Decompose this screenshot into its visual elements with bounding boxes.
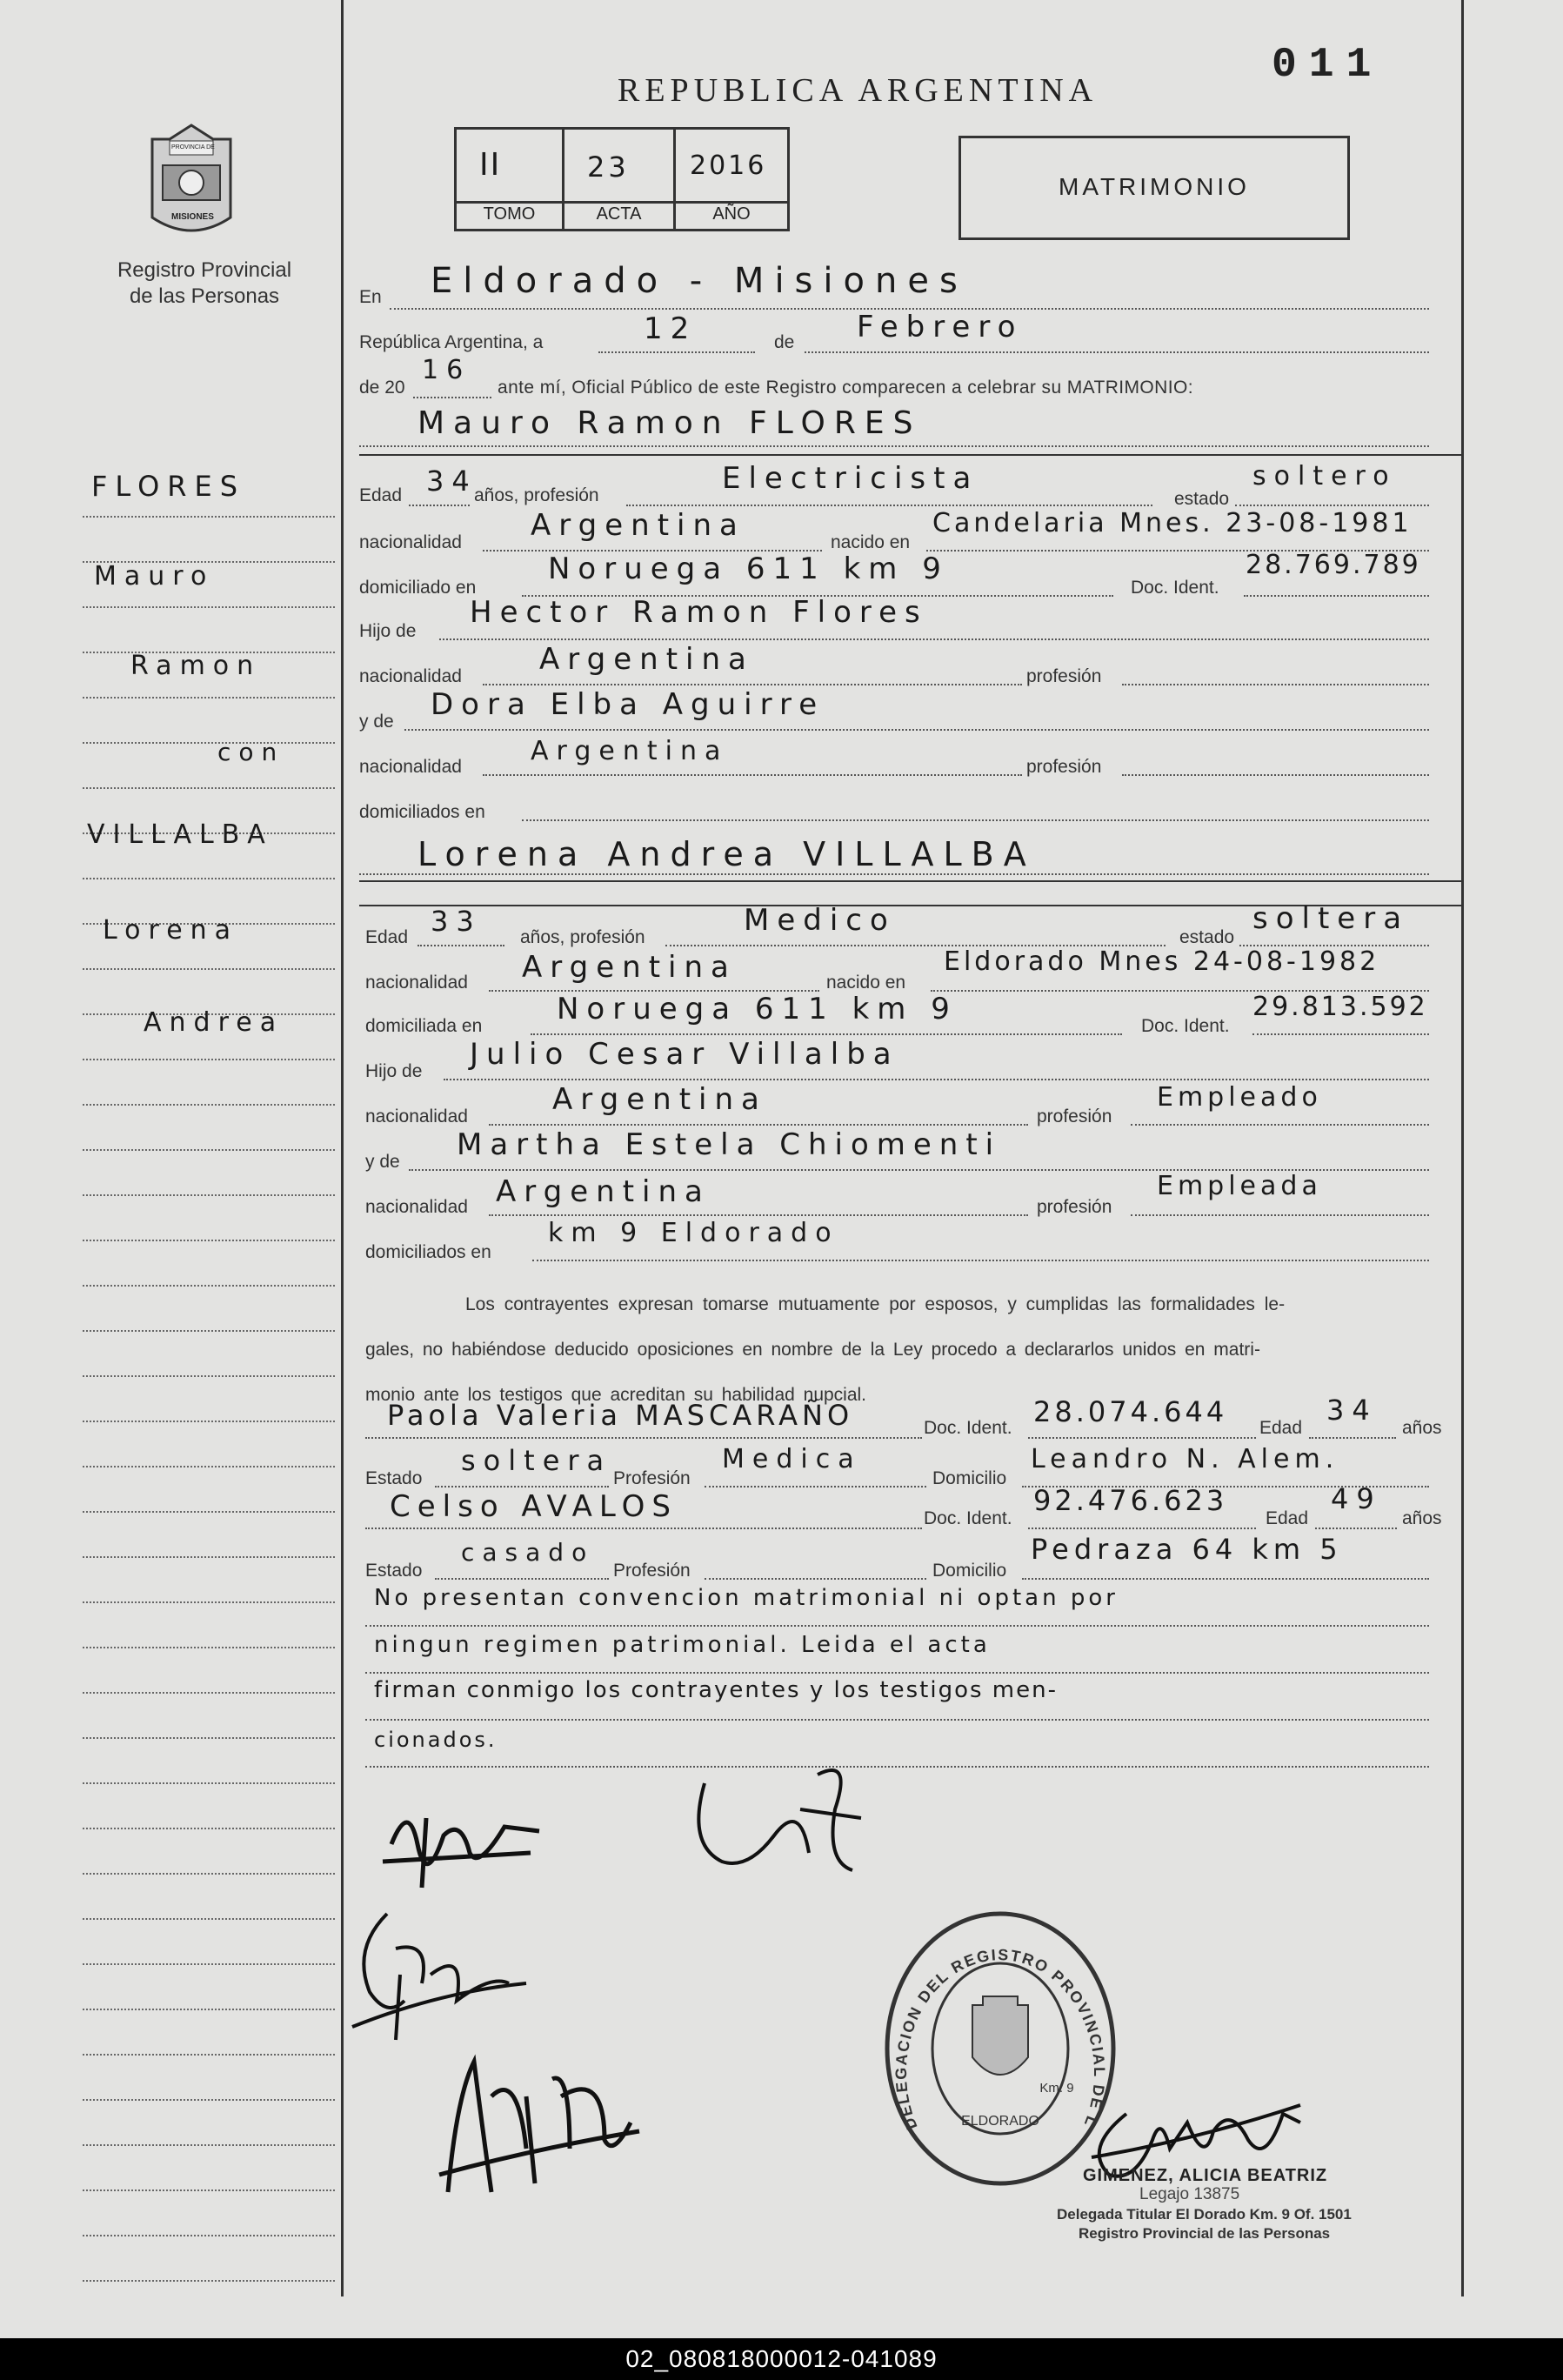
bride-mother: Martha Estela Chiomenti bbox=[457, 1127, 1002, 1162]
groom-full-name: Mauro Ramon FLORES bbox=[417, 405, 922, 441]
bride-mother-profession: Empleada bbox=[1157, 1171, 1322, 1201]
witness2-doc-number: 92.476.623 bbox=[1033, 1484, 1228, 1517]
groom-estado-label: estado bbox=[1174, 489, 1230, 509]
officer-title: Delegada Titular El Dorado Km. 9 Of. 1501 bbox=[1057, 2206, 1352, 2223]
emblem-text-top: PROVINCIA DE bbox=[171, 144, 215, 150]
margin-name-2: Mauro bbox=[94, 561, 215, 592]
witness2-edad-label: Edad bbox=[1266, 1508, 1309, 1528]
signature-contrayente-2 bbox=[678, 1757, 878, 1888]
declaration-text bbox=[365, 1282, 1444, 1418]
groom-father-nationality: Argentina bbox=[539, 642, 754, 677]
record-type: MATRIMONIO bbox=[1059, 173, 1250, 200]
day: 12 bbox=[644, 311, 698, 346]
officer-legajo: Legajo 13875 bbox=[1139, 2185, 1240, 2203]
witness1-doc-label: Doc. Ident. bbox=[924, 1418, 1012, 1438]
bride-domiciliada-label: domiciliada en bbox=[365, 1016, 483, 1036]
bride-nacionalidad-label: nacionalidad bbox=[365, 973, 468, 993]
witness1-profesion-label: Profesión bbox=[613, 1468, 691, 1488]
bride-civil-status: soltera bbox=[1252, 901, 1410, 936]
notes-line-3: firman conmigo los contrayentes y los testigos men- bbox=[374, 1677, 1058, 1703]
margin-name-7: Andrea bbox=[144, 1007, 284, 1038]
witness2-anos-label: años bbox=[1402, 1508, 1442, 1528]
groom-mother-nat-label: nacionalidad bbox=[359, 757, 462, 777]
bride-doc-label: Doc. Ident. bbox=[1141, 1016, 1230, 1036]
anio-label: AÑO bbox=[712, 204, 751, 224]
stamp-inner-line1: ELDORADO bbox=[961, 2114, 1039, 2129]
groom-birth: Candelaria Mnes. 23-08-1981 bbox=[932, 508, 1413, 538]
margin-name-4: con bbox=[217, 738, 285, 766]
groom-father: Hector Ramon Flores bbox=[470, 595, 928, 630]
witness1-doc-number: 28.074.644 bbox=[1033, 1395, 1228, 1428]
witness2-address: Pedraza 64 km 5 bbox=[1031, 1533, 1343, 1566]
bride-edad-label: Edad bbox=[365, 927, 409, 947]
bride-father: Julio Cesar Villalba bbox=[470, 1037, 899, 1072]
registry-name-line2: de las Personas bbox=[129, 284, 280, 308]
groom-profession: Electricista bbox=[722, 461, 979, 496]
bride-father-profession: Empleado bbox=[1157, 1082, 1322, 1113]
groom-edad-label: Edad bbox=[359, 485, 403, 505]
acta-label: ACTA bbox=[596, 204, 642, 224]
bride-hijo-label: Hijo de bbox=[365, 1061, 423, 1081]
emblem-text-bottom: MISIONES bbox=[171, 212, 214, 222]
intro-statement: ante mí, Oficial Público de este Registro comparecen a celebrar su MATRIMONIO: bbox=[498, 378, 1193, 398]
groom-father-prof-label: profesión bbox=[1026, 666, 1102, 686]
officer-name: GIMENEZ, ALICIA BEATRIZ bbox=[1083, 2166, 1328, 2185]
acta-value: 23 bbox=[587, 150, 630, 184]
bride-father-prof-label: profesión bbox=[1037, 1106, 1112, 1126]
witness2-name: Celso AVALOS bbox=[390, 1489, 678, 1524]
bride-estado-label: estado bbox=[1179, 927, 1235, 947]
bride-yde-label: y de bbox=[365, 1152, 400, 1172]
margin-name-6: Lorena bbox=[103, 915, 239, 946]
right-rule bbox=[1461, 0, 1464, 2296]
bride-father-nationality: Argentina bbox=[552, 1082, 767, 1117]
declaration-line-3: monio ante los testigos que acreditan su habilidad nupcial. bbox=[365, 1385, 867, 1405]
country-title: REPUBLICA ARGENTINA bbox=[618, 72, 1099, 109]
de-label: de bbox=[774, 332, 795, 352]
groom-doc-number: 28.769.789 bbox=[1246, 550, 1421, 580]
witness1-domicilio-label: Domicilio bbox=[932, 1468, 1007, 1488]
groom-anos-profesion-label: años, profesión bbox=[474, 485, 599, 505]
margin-name-1: FLORES bbox=[91, 470, 246, 503]
bride-nacido-label: nacido en bbox=[826, 973, 906, 993]
groom-mother: Dora Elba Aguirre bbox=[431, 687, 825, 722]
stamp-ring-text: DELEGACION DEL REGISTRO PROVINCIAL DE LAS PERSONAS bbox=[875, 1895, 1109, 2132]
witness2-domicilio-label: Domicilio bbox=[932, 1561, 1007, 1581]
witness1-civil-status: soltera bbox=[461, 1444, 612, 1477]
registry-emblem bbox=[144, 122, 239, 244]
witness1-edad-label: Edad bbox=[1259, 1418, 1303, 1438]
witness1-address: Leandro N. Alem. bbox=[1031, 1444, 1339, 1474]
bride-parents-address: km 9 Eldorado bbox=[548, 1218, 839, 1248]
groom-doc-label: Doc. Ident. bbox=[1131, 578, 1219, 598]
signature-testigo-1 bbox=[335, 1896, 544, 2044]
margin-name-3: Ramon bbox=[130, 651, 262, 681]
page-number: 011 bbox=[1272, 42, 1384, 89]
registry-name-line1: Registro Provincial bbox=[117, 258, 292, 282]
declaration-line-2: gales, no habiéndose deducido oposiciones en nombre de la Ley procedo a declararlos unidos en matri- bbox=[365, 1340, 1260, 1360]
bride-mother-nat-label: nacionalidad bbox=[365, 1197, 468, 1217]
groom-mother-prof-label: profesión bbox=[1026, 757, 1102, 777]
bride-father-nat-label: nacionalidad bbox=[365, 1106, 468, 1126]
bride-full-name: Lorena Andrea VILLALBA bbox=[417, 835, 1036, 873]
year-suffix: 16 bbox=[422, 355, 471, 385]
notes-line-2: ningun regimen patrimonial. Leida el acta bbox=[374, 1632, 991, 1658]
groom-address: Noruega 611 km 9 bbox=[548, 552, 949, 586]
margin-name-5: VILLALBA bbox=[87, 819, 273, 850]
bride-doc-number: 29.813.592 bbox=[1252, 992, 1428, 1022]
tomo-label: TOMO bbox=[483, 204, 536, 224]
month: Febrero bbox=[857, 310, 1024, 344]
groom-domiciliado-label: domiciliado en bbox=[359, 578, 477, 598]
anio-value: 2016 bbox=[690, 150, 767, 181]
place: Eldorado - Misiones bbox=[431, 261, 968, 301]
witness2-age: 49 bbox=[1331, 1482, 1382, 1515]
bride-mother-prof-label: profesión bbox=[1037, 1197, 1112, 1217]
witness2-estado-label: Estado bbox=[365, 1561, 423, 1581]
registry-name bbox=[83, 257, 326, 310]
officer-registry: Registro Provincial de las Personas bbox=[1079, 2225, 1331, 2242]
groom-yde-label: y de bbox=[359, 712, 394, 732]
groom-domiciliados-label: domiciliados en bbox=[359, 802, 485, 822]
bride-domiciliados-label: domiciliados en bbox=[365, 1242, 491, 1262]
republica-label: República Argentina, a bbox=[359, 332, 544, 352]
bride-address: Noruega 611 km 9 bbox=[557, 992, 958, 1026]
groom-nacido-label: nacido en bbox=[831, 532, 911, 552]
witness1-name: Paola Valeria MASCARAÑO bbox=[387, 1399, 854, 1432]
bride-mother-nationality: Argentina bbox=[496, 1174, 711, 1209]
groom-mother-nationality: Argentina bbox=[531, 736, 729, 766]
bride-profession: Medico bbox=[744, 903, 896, 938]
witness1-age: 34 bbox=[1326, 1394, 1378, 1427]
witness1-anos-label: años bbox=[1402, 1418, 1442, 1438]
witness2-profesion-label: Profesión bbox=[613, 1561, 691, 1581]
notes-line-4: cionados. bbox=[374, 1728, 498, 1752]
record-type-box bbox=[959, 136, 1350, 240]
witness1-estado-label: Estado bbox=[365, 1468, 423, 1488]
signature-contrayente-1 bbox=[374, 1792, 548, 1896]
declaration-line-1: Los contrayentes expresan tomarse mutuamente por esposos, y cumplidas las formalidades le- bbox=[465, 1294, 1286, 1314]
signature-testigo-2 bbox=[431, 2044, 657, 2210]
bride-anos-profesion-label: años, profesión bbox=[520, 927, 645, 947]
bride-birth: Eldorado Mnes 24-08-1982 bbox=[944, 946, 1380, 977]
bride-nationality: Argentina bbox=[522, 950, 737, 985]
record-ref-table bbox=[454, 127, 790, 231]
witness2-civil-status: casado bbox=[461, 1538, 595, 1567]
groom-age: 34 bbox=[426, 465, 478, 498]
groom-nacionalidad-label: nacionalidad bbox=[359, 532, 462, 552]
groom-father-nat-label: nacionalidad bbox=[359, 666, 462, 686]
stamp-inner-line2: Km. 9 bbox=[1039, 2081, 1074, 2096]
witness1-profession: Medica bbox=[722, 1444, 862, 1474]
file-id-footer: 02_080818000012-041089 bbox=[0, 2338, 1563, 2380]
groom-hijo-label: Hijo de bbox=[359, 621, 417, 641]
bride-age: 33 bbox=[431, 905, 482, 938]
tomo-value: II bbox=[479, 147, 502, 183]
witness2-doc-label: Doc. Ident. bbox=[924, 1508, 1012, 1528]
en-label: En bbox=[359, 287, 382, 307]
year-prefix: de 20 bbox=[359, 378, 405, 398]
notes-line-1: No presentan convencion matrimonial ni optan por bbox=[374, 1585, 1119, 1611]
groom-nationality: Argentina bbox=[531, 508, 745, 543]
groom-civil-status: soltero bbox=[1252, 461, 1397, 491]
